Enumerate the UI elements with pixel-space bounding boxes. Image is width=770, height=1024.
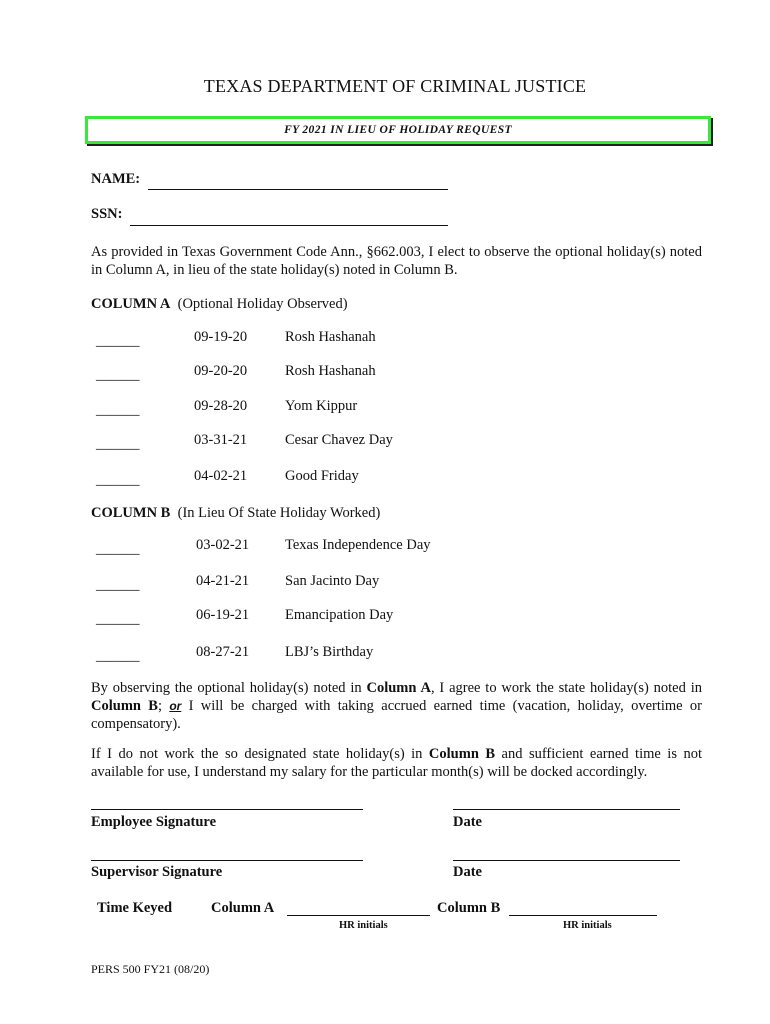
agreement-text-2: , I agree to work the state holiday(s) noted in	[430, 680, 702, 696]
docked-text-1: If I do not work the so designated state holiday(s) in	[91, 746, 429, 762]
column-b-date: 06-19-21	[196, 607, 250, 623]
column-b-checkbox-blank[interactable]: ______	[96, 577, 140, 593]
agreement-text-4: I will be charged with taking accrued earned time (vacation, holiday, overtime or compensatory).	[91, 698, 702, 732]
column-a-date: 03-31-21	[194, 432, 248, 448]
hr-initials-a-label: HR initials	[339, 920, 388, 931]
column-b-date: 08-27-21	[196, 644, 250, 660]
keyed-column-a-label: Column A	[211, 900, 275, 916]
column-a-heading	[91, 296, 348, 313]
keyed-column-b-initials-line[interactable]	[509, 915, 657, 916]
supervisor-date-line[interactable]	[453, 860, 680, 861]
column-a-title: COLUMN A	[91, 296, 171, 312]
column-b-holiday-name: Texas Independence Day	[285, 537, 431, 553]
keyed-column-b-label: Column B	[437, 900, 501, 916]
column-a-subtitle: (Optional Holiday Observed)	[177, 296, 348, 312]
employee-signature-label: Employee Signature	[91, 814, 216, 830]
column-b-holiday-name: LBJ’s Birthday	[285, 644, 374, 660]
supervisor-signature-line[interactable]	[91, 860, 363, 861]
agreement-column-b: Column B	[91, 698, 158, 714]
name-label: NAME:	[91, 171, 141, 187]
employee-date-label: Date	[453, 814, 482, 830]
column-a-holiday-name: Yom Kippur	[285, 398, 358, 414]
column-a-date: 09-19-20	[194, 329, 248, 345]
column-a-holiday-name: Rosh Hashanah	[285, 363, 376, 379]
column-a-holiday-name: Rosh Hashanah	[285, 329, 376, 345]
column-b-date: 04-21-21	[196, 573, 250, 589]
supervisor-signature-label: Supervisor Signature	[91, 864, 223, 880]
supervisor-date-label: Date	[453, 864, 482, 880]
name-field[interactable]	[148, 189, 448, 190]
ssn-label: SSN:	[91, 206, 123, 222]
employee-signature-line[interactable]	[91, 809, 363, 810]
column-a-checkbox-blank[interactable]: ______	[96, 436, 140, 452]
time-keyed-label: Time Keyed	[97, 900, 173, 916]
column-a-checkbox-blank[interactable]: ______	[96, 402, 140, 418]
column-b-checkbox-blank[interactable]: ______	[96, 648, 140, 664]
employee-date-line[interactable]	[453, 809, 680, 810]
column-b-subtitle: (In Lieu Of State Holiday Worked)	[177, 505, 381, 521]
column-a-date: 09-20-20	[194, 363, 248, 379]
agreement-paragraph	[91, 679, 702, 733]
column-a-date: 04-02-21	[194, 468, 248, 484]
column-b-heading	[91, 505, 380, 522]
column-b-checkbox-blank[interactable]: ______	[96, 541, 140, 557]
agreement-column-a: Column A	[366, 680, 431, 696]
form-banner	[85, 116, 711, 144]
docked-column-b: Column B	[428, 746, 496, 762]
column-b-holiday-name: San Jacinto Day	[285, 573, 380, 589]
column-b-holiday-name: Emancipation Day	[285, 607, 394, 623]
column-a-checkbox-blank[interactable]: ______	[96, 333, 140, 349]
agreement-or: or	[169, 699, 182, 713]
hr-initials-b-label: HR initials	[563, 920, 612, 931]
column-b-title: COLUMN B	[91, 505, 171, 521]
column-b-date: 03-02-21	[196, 537, 250, 553]
agreement-text-3: ;	[157, 698, 170, 714]
keyed-column-a-initials-line[interactable]	[287, 915, 430, 916]
column-b-checkbox-blank[interactable]: ______	[96, 611, 140, 627]
form-banner-text: FY 2021 IN LIEU OF HOLIDAY REQUEST	[284, 124, 512, 136]
ssn-field[interactable]	[130, 225, 448, 226]
docked-text-2: and sufficient earned time is not available for use, I understand my salary for the particular month(s) will be docked accordingly.	[91, 746, 702, 780]
docked-paragraph	[91, 745, 702, 781]
form-number: PERS 500 FY21 (08/20)	[91, 962, 210, 976]
column-a-checkbox-blank[interactable]: ______	[96, 367, 140, 383]
agreement-text-1: By observing the optional holiday(s) noted in	[91, 680, 367, 696]
column-a-holiday-name: Cesar Chavez Day	[285, 432, 393, 448]
intro-paragraph: As provided in Texas Government Code Ann., §662.003, I elect to observe the optional holiday(s) noted in Column A, in lieu of the state holiday(s) noted in Column B.	[91, 244, 702, 278]
column-a-holiday-name: Good Friday	[285, 468, 359, 484]
column-a-checkbox-blank[interactable]: ______	[96, 472, 140, 488]
column-a-date: 09-28-20	[194, 398, 248, 414]
page-title: TEXAS DEPARTMENT OF CRIMINAL JUSTICE	[203, 76, 587, 96]
